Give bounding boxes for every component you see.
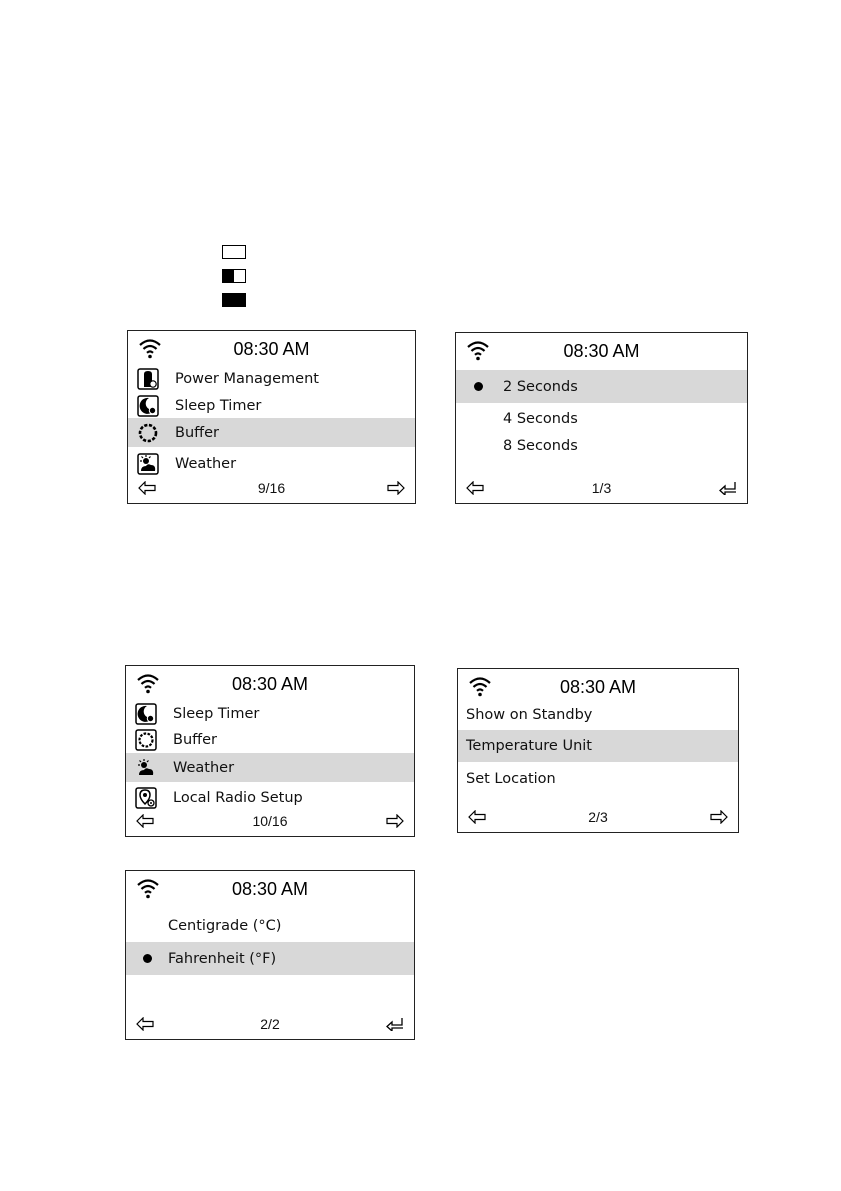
option-4-seconds[interactable] <box>456 405 747 433</box>
page-indicator: 10/16 <box>252 813 288 829</box>
screen-footer <box>128 479 415 499</box>
option-label: Fahrenheit (°F) <box>168 950 277 967</box>
screen-footer <box>126 812 414 832</box>
menu-item-label: Sleep Timer <box>175 398 262 414</box>
clock: 08:30 AM <box>231 674 309 694</box>
status-bar <box>456 333 747 369</box>
option-label: 4 Seconds <box>503 411 578 427</box>
forward-arrow-icon[interactable] <box>386 814 404 828</box>
power-management-icon <box>137 368 159 390</box>
clock: 08:30 AM <box>559 677 637 697</box>
buffer-empty-indicator <box>222 245 246 259</box>
menu-item-power-management[interactable] <box>128 364 415 394</box>
forward-arrow-icon[interactable] <box>710 810 728 824</box>
screen-footer <box>456 479 747 499</box>
sleep-timer-icon <box>137 395 159 417</box>
menu-item-label: Buffer <box>173 732 218 748</box>
selected-bullet-icon <box>474 382 483 391</box>
buffer-icon <box>137 422 159 444</box>
status-bar <box>128 331 415 367</box>
clock: 08:30 AM <box>231 879 309 899</box>
menu-item-show-on-standby[interactable] <box>458 700 738 730</box>
menu-item-sleep-timer[interactable] <box>128 391 415 421</box>
option-8-seconds[interactable] <box>456 432 747 460</box>
option-fahrenheit[interactable] <box>126 942 414 975</box>
buffer-half-indicator <box>222 269 246 283</box>
menu-item-label: Show on Standby <box>466 707 593 723</box>
clock: 08:30 AM <box>233 339 310 359</box>
screen-footer <box>126 1015 414 1035</box>
enter-icon[interactable] <box>719 481 737 495</box>
menu-item-label: Weather <box>173 759 235 776</box>
screen-weather-settings <box>457 668 739 833</box>
menu-item-label: Buffer <box>175 424 220 441</box>
clock: 08:30 AM <box>563 341 640 361</box>
screen-temperature-unit-options <box>125 870 415 1040</box>
menu-item-label: Temperature Unit <box>466 738 592 754</box>
screen-buffer-options <box>455 332 748 504</box>
buffer-full-indicator <box>222 293 246 307</box>
menu-item-label: Power Management <box>175 371 319 387</box>
menu-item-buffer[interactable] <box>128 418 415 447</box>
menu-item-label: Local Radio Setup <box>173 790 303 806</box>
menu-item-weather[interactable] <box>128 449 415 479</box>
page-indicator: 2/2 <box>260 1016 280 1032</box>
option-label: 8 Seconds <box>503 438 578 454</box>
local-radio-setup-icon <box>135 787 157 809</box>
sleep-timer-icon <box>135 703 157 725</box>
menu-item-label: Sleep Timer <box>173 706 260 722</box>
page-indicator: 9/16 <box>257 480 286 496</box>
status-bar <box>126 666 414 702</box>
page-indicator: 2/3 <box>588 809 608 825</box>
enter-icon[interactable] <box>386 1017 404 1031</box>
menu-item-temperature-unit[interactable] <box>458 730 738 762</box>
menu-item-buffer[interactable] <box>126 725 414 755</box>
menu-item-weather[interactable] <box>126 753 414 782</box>
menu-item-set-location[interactable] <box>458 764 738 794</box>
option-label: Centigrade (°C) <box>168 918 282 934</box>
page-indicator: 1/3 <box>591 480 612 496</box>
screen-settings-buffer-menu <box>127 330 416 504</box>
screen-footer <box>458 808 738 828</box>
weather-icon <box>137 453 159 475</box>
option-centigrade[interactable] <box>126 911 414 941</box>
status-bar <box>126 871 414 907</box>
weather-icon <box>135 757 157 779</box>
forward-arrow-icon[interactable] <box>387 481 405 495</box>
menu-item-local-radio-setup[interactable] <box>126 783 414 813</box>
menu-item-label: Set Location <box>466 771 556 787</box>
buffer-icon <box>135 729 157 751</box>
option-label: 2 Seconds <box>503 378 578 395</box>
option-2-seconds[interactable] <box>456 370 747 403</box>
selected-bullet-icon <box>143 954 152 963</box>
menu-item-label: Weather <box>175 456 237 472</box>
screen-settings-weather-menu <box>125 665 415 837</box>
